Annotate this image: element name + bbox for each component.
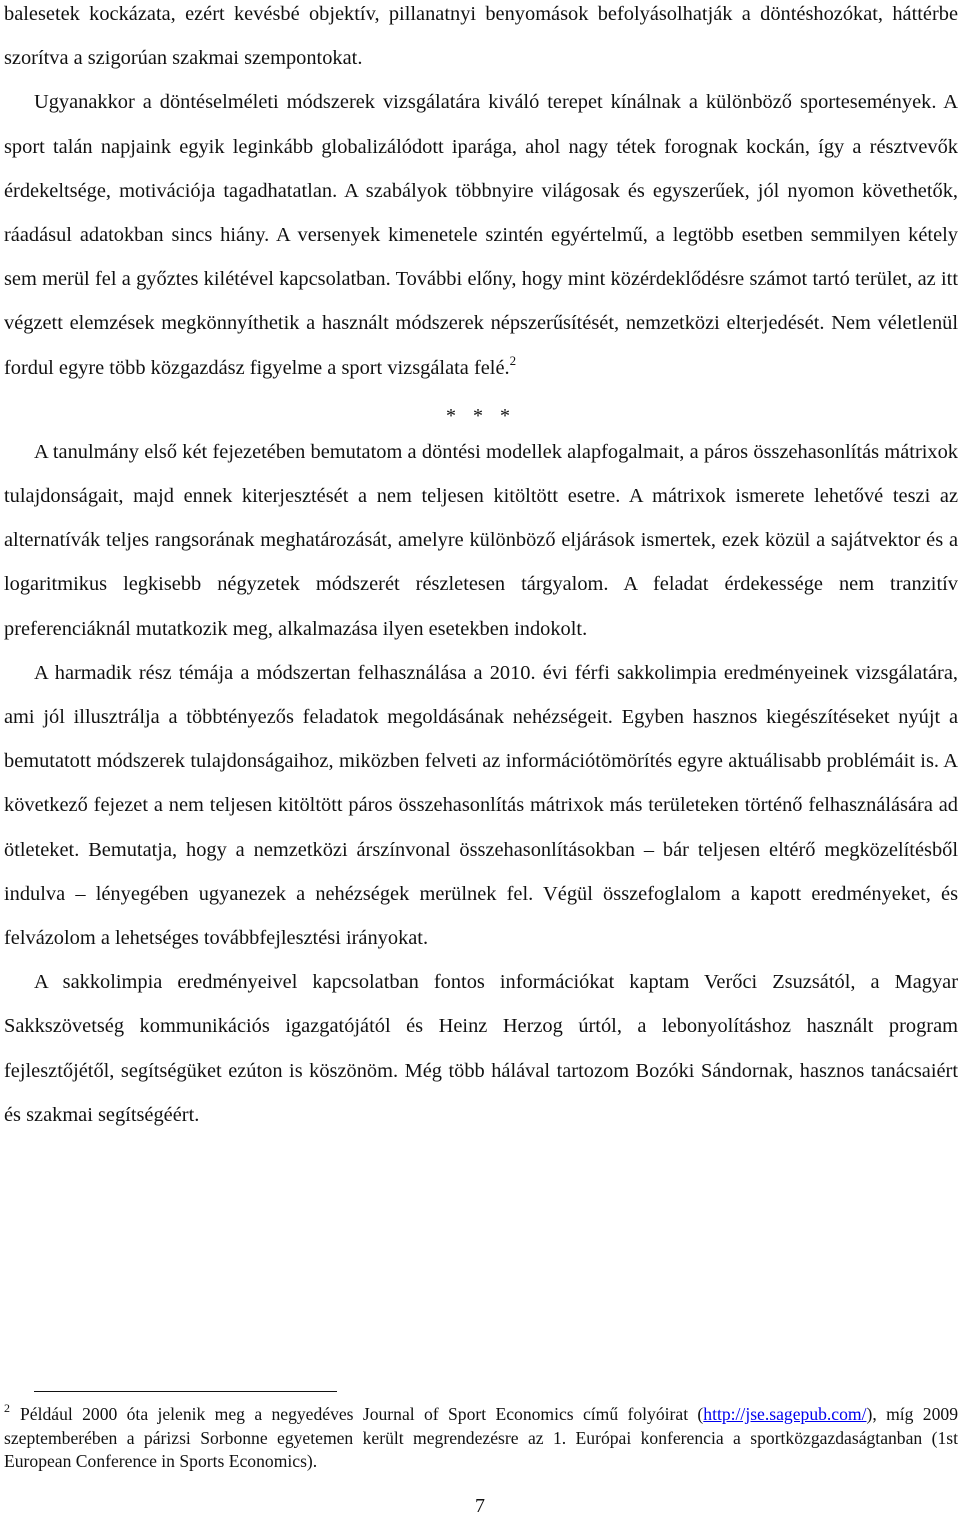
footnote-link[interactable]: http://jse.sagepub.com/ — [703, 1404, 867, 1424]
paragraph-1 — [4, 0, 958, 80]
footnote-text-after-link: ), míg 2009 szeptemberében a párizsi Sorbonne egyetemen került megrendezésre az 1. Európai konferencia a sportközgazdaságtanban (1st European Conference in Sports Economics). — [4, 1404, 958, 1471]
footnote-divider — [34, 1391, 337, 1392]
paragraph-1-text: balesetek kockázata, ezért kevésbé objektív, pillanatnyi benyomások befolyásolhatják a döntéshozókat, háttérbe szorítva a szigorúan szakmai szempontokat. — [4, 3, 958, 70]
page-number: 7 — [475, 1495, 485, 1517]
paragraph-2-text: Ugyanakkor a döntéselméleti módszerek vizsgálatára kiváló terepet kínálnak a különböző sportesemények. A sport talán napjaink egyik leginkább globalizálódott iparága, ahol nagy tétek forognak kockán, így a résztvevők érdekeltsége, motivációja tagadhatatlan. A szabályok többnyire világosak és egyszerűek, jól nyomon követhetők, ráadásul adatokban sincs hiány. A versenyek kimenetele szintén egyértelmű, a legtöbb esetben semmilyen kétely sem merül fel a győztes kilétével kapcsolatban. További előny, hogy mint közérdeklődésre számot tartó terület, az itt végzett elemzések megkönnyíthetik a használt módszerek népszerűsítését, nemzetközi elterjedését. Nem véletlenül fordul egyre több közgazdász figyelme a sport vizsgálata felé. — [4, 91, 958, 379]
paragraph-3 — [4, 430, 958, 651]
body-text — [4, 0, 958, 1137]
footnote — [4, 1403, 958, 1474]
paragraph-4-text: A harmadik rész témája a módszertan felhasználása a 2010. évi férfi sakkolimpia eredményeinek vizsgálatára, ami jól illusztrálja a többtényezős feladatok megoldásának nehézségeit. Egyben hasznos kiegészítéseket nyújt a bemutatott módszerek tulajdonságaihoz, miközben felveti az információtömörítés egyre aktuálisabb problémáit is. A következő fejezet a nem teljesen kitöltött páros összehasonlítás mátrixok más területeken történő felhasználására ad ötleteket. Bemutatja, hogy a nemzetközi árszínvonal összehasonlításokban – bár teljesen eltérő megközelítésből indulva – lényegében ugyanezek a nehézségek merülnek fel. Végül összefoglalom a kapott eredményeket, és felvázolom a lehetséges továbbfejlesztési irányokat. — [4, 661, 958, 950]
footnote-reference[interactable]: 2 — [509, 352, 517, 368]
footnote-paragraph — [4, 1403, 958, 1474]
footnote-text-before-link: Például 2000 óta jelenik meg a negyedéves Journal of Sport Economics című folyóirat ( — [20, 1404, 704, 1424]
footnote-marker: 2 — [4, 1401, 10, 1415]
paragraph-5-text: A sakkolimpia eredményeivel kapcsolatban fontos információkat kaptam Verőci Zsuzsától, a Magyar Sakkszövetség kommunikációs igazgatójától és Heinz Herzog úrtól, a lebonyolításhoz használt program fejlesztőjétől, segítségüket ezúton is köszönöm. Még több hálával tartozom Bozóki Sándornak, hasznos tanácsaiért és szakmai segítségéért. — [4, 971, 958, 1126]
paragraph-5 — [4, 960, 958, 1137]
section-separator: * * * — [446, 404, 516, 427]
paragraph-2 — [4, 80, 958, 389]
paragraph-4 — [4, 651, 958, 960]
paragraph-3-text: A tanulmány első két fejezetében bemutatom a döntési modellek alapfogalmait, a páros összehasonlítás mátrixok tulajdonságait, majd ennek kiterjesztését a nem teljesen kitöltött esetre. A mátrixok ismerete lehetővé teszi az alternatívák teljes rangsorának meghatározását, amelyre különböző eljárások ismertek, ezek közül a sajátvektor és a logaritmikus legkisebb négyzetek módszerét részletesen tárgyalom. A feladat érdekessége nem tranzitív preferenciáknál mutatkozik meg, alkalmazása ilyen esetekben indokolt. — [4, 440, 958, 640]
